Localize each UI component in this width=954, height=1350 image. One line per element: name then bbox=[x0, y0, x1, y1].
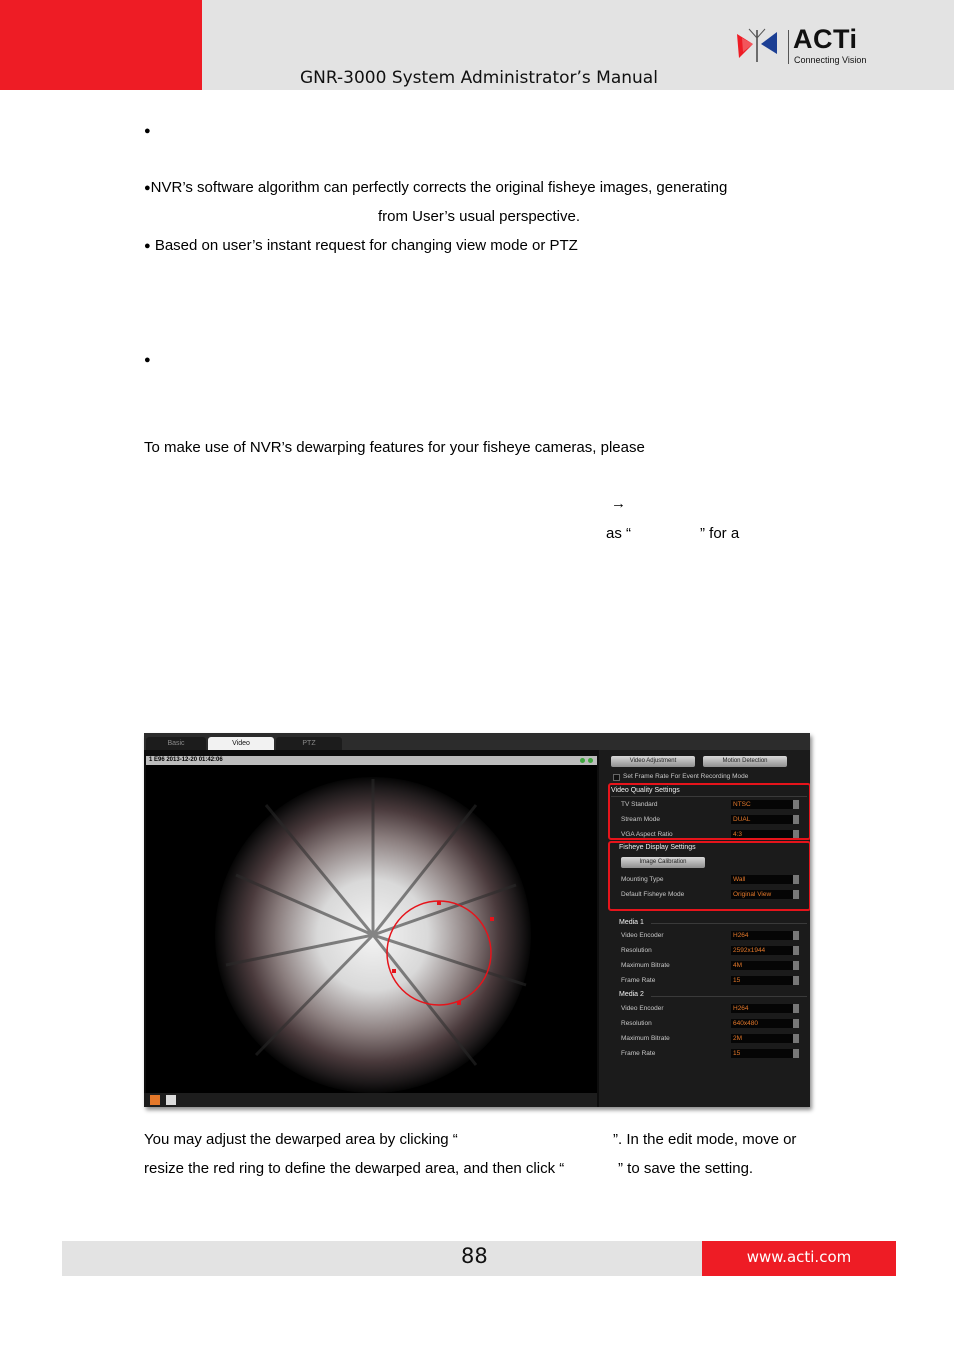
acti-logo bbox=[733, 24, 873, 68]
vga-aspect-ratio-select[interactable]: 4:3 bbox=[731, 830, 799, 839]
video-camera-label: 1 E96 2013-12-20 01:42:06 bbox=[149, 757, 223, 763]
grid-view-icon[interactable] bbox=[150, 1095, 160, 1105]
media1-bitrate-label: Maximum Bitrate bbox=[621, 962, 670, 969]
empty-bullet-2: ● bbox=[144, 354, 151, 366]
stream-mode-select[interactable]: DUAL bbox=[731, 815, 799, 824]
camera-settings-screenshot bbox=[144, 733, 810, 1107]
stream-mode-label: Stream Mode bbox=[621, 816, 661, 823]
page-footer bbox=[62, 1241, 896, 1276]
media1-frame-rate-select[interactable]: 15 bbox=[731, 976, 799, 985]
divider bbox=[651, 923, 807, 924]
media2-frame-rate-label: Frame Rate bbox=[621, 1050, 656, 1057]
media2-encoder-label: Video Encoder bbox=[621, 1005, 664, 1012]
default-fisheye-mode-label: Default Fisheye Mode bbox=[621, 891, 685, 898]
fragment-for-a: ” for a bbox=[700, 525, 740, 542]
default-fisheye-mode-select[interactable]: Original View bbox=[731, 890, 799, 899]
media1-resolution-select[interactable]: 2592x1944 bbox=[731, 946, 799, 955]
vga-aspect-ratio-label: VGA Aspect Ratio bbox=[621, 831, 673, 838]
divider bbox=[651, 996, 807, 997]
header-red-block bbox=[0, 0, 202, 90]
media1-resolution-label: Resolution bbox=[621, 947, 652, 954]
media1-bitrate-select[interactable]: 4M bbox=[731, 961, 799, 970]
settings-panel bbox=[599, 750, 810, 1107]
frame-rate-checkbox-label: Set Frame Rate For Event Recording Mode bbox=[623, 773, 749, 780]
page-number: 88 bbox=[461, 1244, 488, 1268]
status-dot-icon bbox=[580, 758, 585, 763]
media1-encoder-label: Video Encoder bbox=[621, 932, 664, 939]
caption-line-1-end: ”. In the edit mode, move or bbox=[613, 1131, 797, 1148]
media2-frame-rate-select[interactable]: 15 bbox=[731, 1049, 799, 1058]
video-quality-highlight bbox=[608, 783, 810, 840]
motion-detection-button[interactable]: Motion Detection bbox=[703, 756, 787, 767]
caption-line-2-end: ” to save the setting. bbox=[618, 1160, 754, 1177]
status-dot-icon bbox=[588, 758, 593, 763]
media2-resolution-select[interactable]: 640x480 bbox=[731, 1019, 799, 1028]
tv-standard-select[interactable]: NTSC bbox=[731, 800, 799, 809]
acti-butterfly-icon bbox=[733, 28, 785, 64]
logo-tagline: Connecting Vision bbox=[794, 55, 867, 65]
nvr-algorithm-text-cont: from User’s usual perspective. bbox=[378, 208, 581, 225]
fisheye-image bbox=[146, 765, 597, 1093]
logo-name: ACTi bbox=[793, 24, 858, 54]
empty-bullet-1: ● bbox=[144, 125, 151, 137]
tab-video[interactable]: Video bbox=[208, 737, 274, 750]
caption-line-1-start: You may adjust the dewarped area by clicking “ bbox=[144, 1131, 458, 1148]
bullet-based-on-request: ● Based on user’s instant request for changing view mode or PTZ bbox=[144, 237, 578, 254]
fisheye-video-view[interactable] bbox=[146, 756, 597, 1093]
logo-divider bbox=[788, 30, 789, 64]
tab-ptz[interactable]: PTZ bbox=[276, 737, 342, 750]
image-calibration-button[interactable]: Image Calibration bbox=[621, 857, 705, 868]
make-use-text: To make use of NVR’s dewarping features for your fisheye cameras, please bbox=[144, 439, 645, 456]
tv-standard-label: TV Standard bbox=[621, 801, 658, 808]
fisheye-settings-highlight bbox=[608, 841, 810, 911]
fragment-as: as “ bbox=[606, 525, 632, 542]
mounting-type-select[interactable]: Wall bbox=[731, 875, 799, 884]
tab-basic[interactable]: Basic bbox=[146, 737, 206, 750]
video-bottom-toolbar bbox=[144, 1093, 597, 1107]
based-on-request-text: Based on user’s instant request for changing view mode or PTZ bbox=[154, 237, 578, 254]
bullet-nvr-algorithm: ●NVR’s software algorithm can perfectly corrects the original fisheye images, generating bbox=[144, 179, 728, 196]
website-link[interactable]: www.acti.com bbox=[746, 1248, 852, 1266]
nvr-algorithm-text: NVR’s software algorithm can perfectly corrects the original fisheye images, generating bbox=[150, 179, 728, 196]
frame-rate-checkbox[interactable] bbox=[613, 774, 620, 781]
media2-bitrate-select[interactable]: 2M bbox=[731, 1034, 799, 1043]
media2-bitrate-label: Maximum Bitrate bbox=[621, 1035, 670, 1042]
snapshot-icon[interactable] bbox=[166, 1095, 176, 1105]
page-header bbox=[0, 0, 954, 90]
footer-red-block bbox=[702, 1241, 896, 1276]
arrow-icon: → bbox=[611, 495, 626, 512]
media1-frame-rate-label: Frame Rate bbox=[621, 977, 656, 984]
media2-heading: Media 2 bbox=[619, 991, 644, 998]
settings-tabs bbox=[144, 733, 810, 750]
video-quality-heading: Video Quality Settings bbox=[611, 787, 680, 794]
media2-encoder-select[interactable]: H264 bbox=[731, 1004, 799, 1013]
media2-resolution-label: Resolution bbox=[621, 1020, 652, 1027]
media1-heading: Media 1 bbox=[619, 919, 644, 926]
video-adjustment-button[interactable]: Video Adjustment bbox=[611, 756, 695, 767]
video-title-bar bbox=[146, 756, 597, 765]
caption-line-2-start: resize the red ring to define the dewarped area, and then click “ bbox=[144, 1160, 565, 1177]
fisheye-display-heading: Fisheye Display Settings bbox=[619, 844, 696, 851]
mounting-type-label: Mounting Type bbox=[621, 876, 664, 883]
media1-encoder-select[interactable]: H264 bbox=[731, 931, 799, 940]
manual-title: GNR-3000 System Administrator’s Manual bbox=[300, 68, 658, 88]
